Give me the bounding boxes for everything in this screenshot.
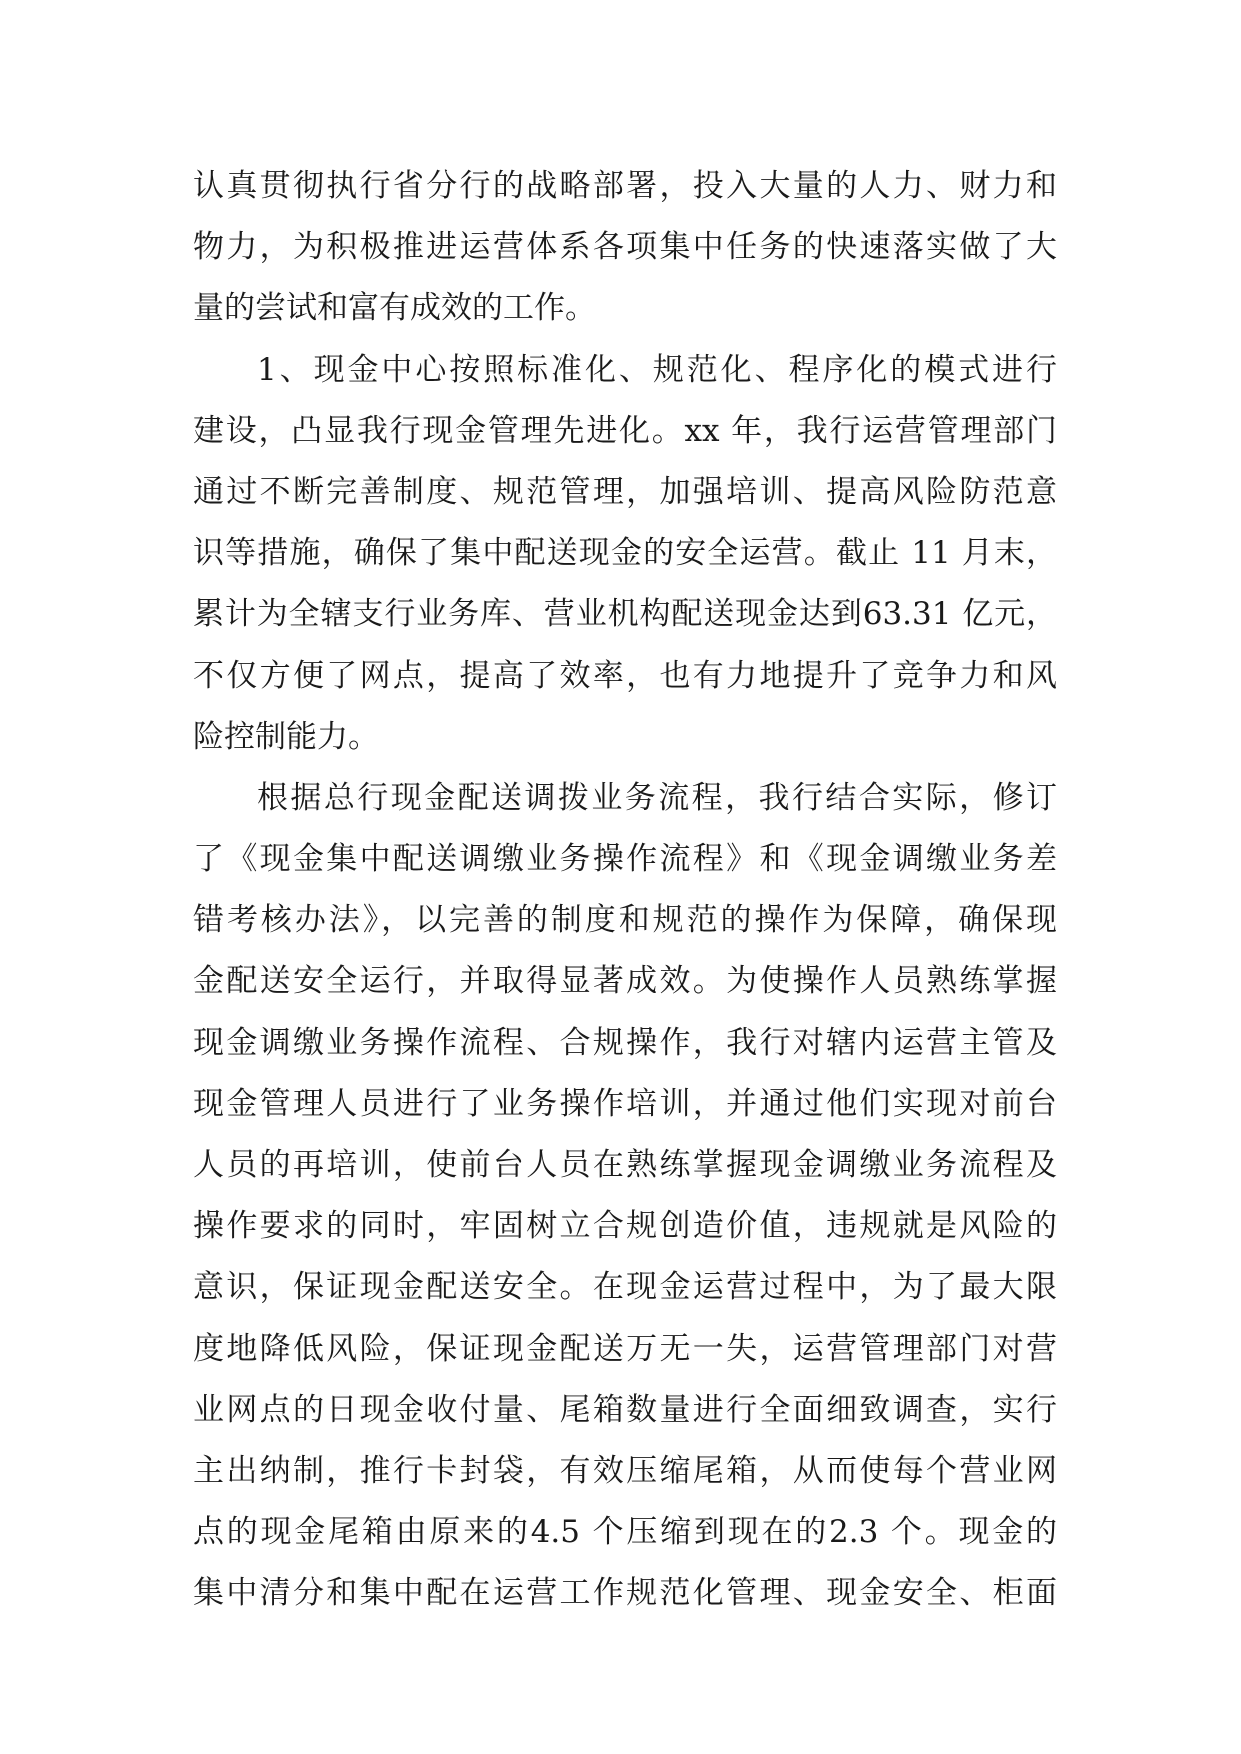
text-line: 点的现金尾箱由原来的4.5 个压缩到现在的2.3 个。现金的	[193, 1514, 1057, 1551]
text-line: 意识，保证现金配送安全。在现金运营过程中，为了最大限	[193, 1269, 1057, 1306]
text-line: 1、现金中心按照标准化、规范化、程序化的模式进行	[257, 351, 1057, 388]
text-line: 集中清分和集中配在运营工作规范化管理、现金安全、柜面	[193, 1575, 1057, 1612]
text-line: 建设，凸显我行现金管理先进化。xx 年，我行运营管理部门	[193, 412, 1057, 449]
text-line: 业网点的日现金收付量、尾箱数量进行全面细致调查，实行	[193, 1391, 1057, 1428]
text-line: 不仅方便了网点，提高了效率，也有力地提升了竞争力和风	[193, 657, 1057, 694]
text-line: 了《现金集中配送调缴业务操作流程》和《现金调缴业务差	[193, 841, 1057, 878]
text-line: 量的尝试和富有成效的工作。	[193, 290, 596, 327]
paragraph-1	[193, 156, 1057, 340]
text-line: 认真贯彻执行省分行的战略部署，投入大量的人力、财力和	[193, 168, 1057, 204]
text-line: 物力，为积极推进运营体系各项集中任务的快速落实做了大	[193, 229, 1057, 266]
paragraph-2	[193, 340, 1057, 768]
text-line: 通过不断完善制度、规范管理，加强培训、提高风险防范意	[193, 473, 1057, 510]
text-line: 识等措施，确保了集中配送现金的安全运营。截止 11 月末，	[193, 535, 1057, 572]
text-line: 现金管理人员进行了业务操作培训，并通过他们实现对前台	[193, 1085, 1057, 1122]
text-line: 错考核办法》，以完善的制度和规范的操作为保障，确保现	[193, 902, 1057, 939]
paragraph-3	[193, 768, 1057, 1625]
text-line: 人员的再培训，使前台人员在熟练掌握现金调缴业务流程及	[193, 1147, 1057, 1183]
text-line: 累计为全辖支行业务库、营业机构配送现金达到63.31 亿元，	[193, 596, 1057, 633]
text-line: 现金调缴业务操作流程、合规操作，我行对辖内运营主管及	[193, 1024, 1057, 1061]
text-line: 度地降低风险，保证现金配送万无一失，运营管理部门对营	[193, 1330, 1057, 1367]
text-line: 操作要求的同时，牢固树立合规创造价值，违规就是风险的	[193, 1208, 1057, 1245]
text-line: 根据总行现金配送调拨业务流程，我行结合实际，修订	[257, 779, 1057, 816]
text-line: 主出纳制，推行卡封袋，有效压缩尾箱，从而使每个营业网	[193, 1452, 1057, 1489]
text-line: 金配送安全运行，并取得显著成效。为使操作人员熟练掌握	[193, 963, 1057, 1000]
document-body	[193, 156, 1057, 1625]
text-line: 险控制能力。	[193, 718, 379, 755]
